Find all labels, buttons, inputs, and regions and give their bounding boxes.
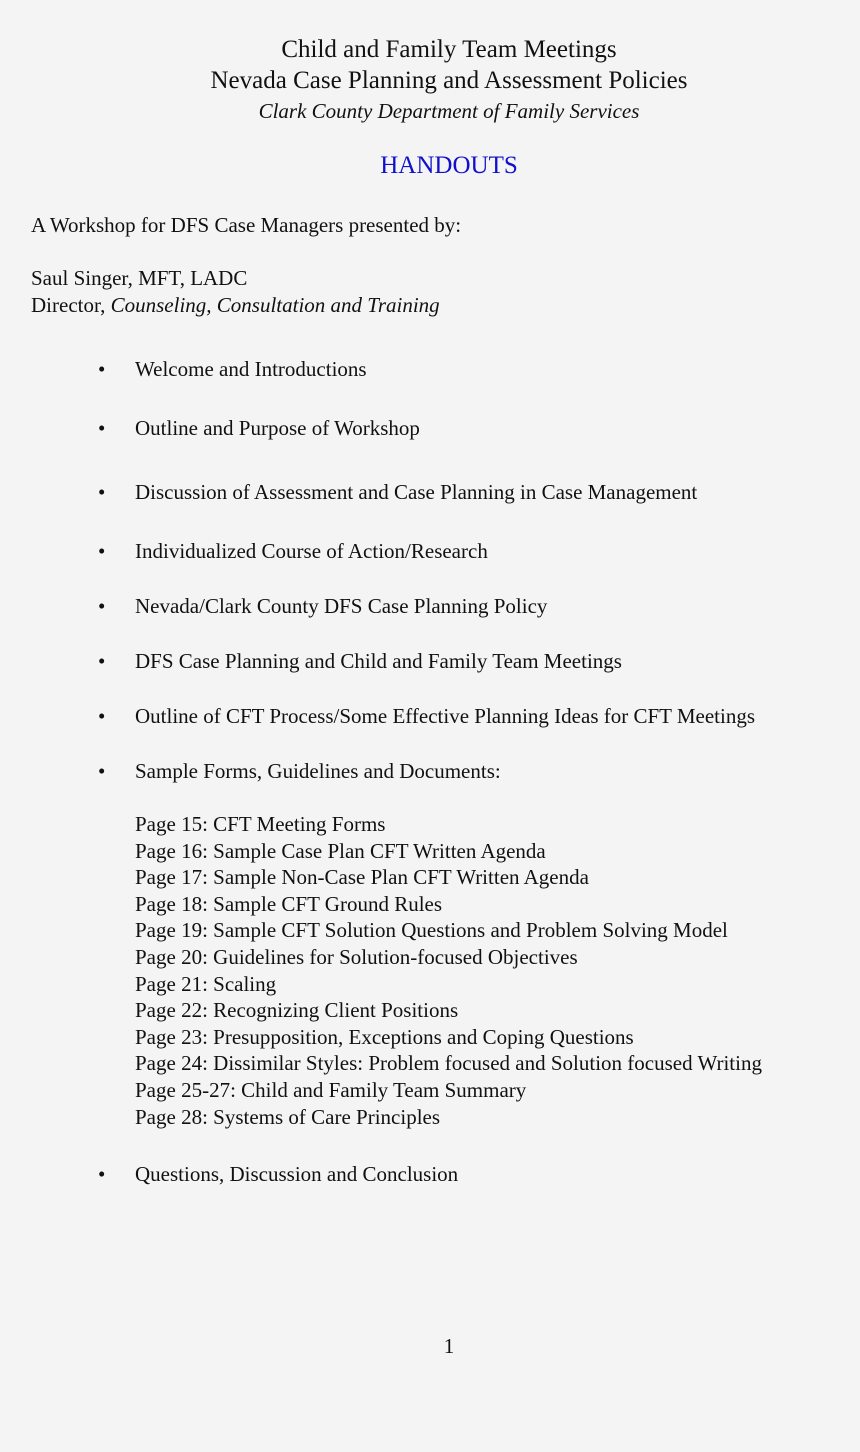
bullet-icon: • (98, 539, 106, 563)
bullet-icon: • (98, 416, 106, 440)
bullet-icon: • (98, 704, 106, 728)
agenda-item-label: Welcome and Introductions (135, 357, 367, 381)
agenda-item-label: Individualized Course of Action/Research (135, 539, 488, 563)
presenter-name: Saul Singer, MFT, LADC (31, 266, 248, 290)
document-list-item: Page 25-27: Child and Family Team Summary (135, 1077, 527, 1102)
director-organization: Counseling, Consultation and Training (110, 293, 440, 317)
document-list-item: Page 28: Systems of Care Principles (135, 1104, 441, 1129)
document-list-item: Page 18: Sample CFT Ground Rules (135, 891, 443, 916)
document-list-item: Page 16: Sample Case Plan CFT Written Agenda (135, 838, 546, 863)
bullet-icon: • (98, 649, 106, 673)
workshop-intro: A Workshop for DFS Case Managers presented by: (31, 213, 462, 237)
agenda-item-label: Outline of CFT Process/Some Effective Planning Ideas for CFT Meetings (135, 704, 756, 728)
bullet-icon: • (98, 759, 106, 783)
document-subtitle: Nevada Case Planning and Assessment Policies (210, 67, 688, 94)
document-title: Child and Family Team Meetings (281, 36, 617, 63)
agenda-item-label: DFS Case Planning and Child and Family Team Meetings (135, 649, 622, 673)
documents-list (135, 811, 762, 1130)
document-list-item: Page 24: Dissimilar Styles: Problem focused and Solution focused Writing (135, 1051, 762, 1076)
agenda-item-label: Outline and Purpose of Workshop (135, 416, 420, 440)
document-list-item: Page 17: Sample Non-Case Plan CFT Written Agenda (135, 865, 589, 890)
agenda-item-label: Questions, Discussion and Conclusion (135, 1162, 459, 1186)
document-list-item: Page 20: Guidelines for Solution-focused Objectives (135, 944, 578, 969)
presenter-title (31, 292, 440, 319)
director-prefix: Director, (31, 293, 111, 317)
bullet-icon: • (98, 1162, 106, 1186)
document-list-item: Page 19: Sample CFT Solution Questions and Problem Solving Model (135, 918, 728, 943)
document-list-item: Page 22: Recognizing Client Positions (135, 998, 459, 1023)
document-list-item: Page 21: Scaling (135, 971, 277, 996)
page-number: 1 (443, 1334, 455, 1358)
agenda-item-label: Discussion of Assessment and Case Planning in Case Management (135, 480, 698, 504)
document-list-item: Page 23: Presupposition, Exceptions and Coping Questions (135, 1024, 634, 1049)
handouts-heading: HANDOUTS (380, 152, 518, 179)
agenda-item-label: Sample Forms, Guidelines and Documents: (135, 759, 501, 783)
bullet-icon: • (98, 357, 106, 381)
bullet-icon: • (98, 480, 106, 504)
bullet-icon: • (98, 594, 106, 618)
agenda-item-label: Nevada/Clark County DFS Case Planning Policy (135, 594, 548, 618)
department-name: Clark County Department of Family Services (258, 99, 640, 123)
document-list-item: Page 15: CFT Meeting Forms (135, 812, 386, 836)
